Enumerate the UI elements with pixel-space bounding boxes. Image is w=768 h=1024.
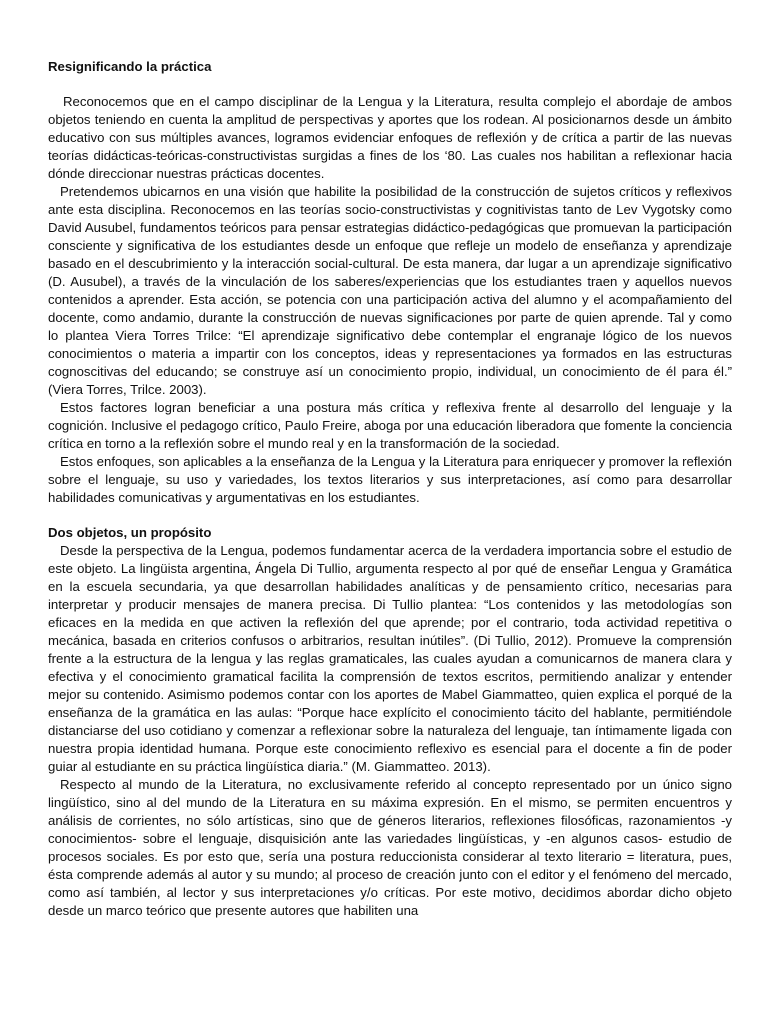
document-page [48, 58, 732, 920]
paragraph-respecto-al-mundo: Respecto al mundo de la Literatura, no exclusivamente referido al concepto representado por un único signo lingüístico, sino al del mundo de la Literatura en su máxima expresión. En el mismo, se permiten encuentros y análisis de corrientes, no sólo artísticas, sino que de géneros literarios, reflexiones filosóficas, razonamientos -y conocimientos- sobre el lenguaje, disquisición ante las variedades lingüísticas, y -en algunos casos- estudio de procesos sociales. Es por esto que, sería una postura reduccionista considerar al texto literario = literatura, pues, ésta comprende además al autor y su mundo; al proceso de creación junto con el editor y el fenómeno del mercado, como así también, al lector y sus interpretaciones y/o críticas. Por este motivo, decidimos abordar dicho objeto desde un marco teórico que presente autores que habiliten una [48, 777, 732, 918]
paragraph-estos-enfoques: Estos enfoques, son aplicables a la enseñanza de la Lengua y la Literatura para enriquecer y promover la reflexión sobre el lenguaje, su uso y variedades, los textos literarios y sus interpretaciones, así como para desarrollar habilidades comunicativas y argumentativas en los estudiantes. [48, 454, 732, 505]
paragraph-reconocemos: Reconocemos que en el campo disciplinar de la Lengua y la Literatura, resulta complejo el abordaje de ambos objetos teniendo en cuenta la amplitud de perspectivas y aportes que los rodean. Al posicionarnos desde un ámbito educativo con sus múltiples avances, logramos evidenciar enfoques de reflexión y de crítica a partir de las nuevas teorías didácticas-teóricas-constructivistas surgidas a fines de los ‘80. Las cuales nos habilitan a reflexionar hacia dónde direccionar nuestras prácticas docentes. [48, 94, 732, 181]
paragraph-desde-la-perspectiva: Desde la perspectiva de la Lengua, podemos fundamentar acerca de la verdadera importancia sobre el estudio de este objeto. La lingüista argentina, Ángela Di Tullio, argumenta respecto al por qué de enseñar Lengua y Gramática en la escuela secundaria, ya que desarrollan habilidades analíticas y de pensamiento crítico, necesarias para interpretar y producir mensajes de manera precisa. Di Tullio plantea: “Los contenidos y las metodologías son eficaces en la medida en que activen la reflexión del que aprende; por el contrario, toda actividad repetitiva o mecánica, basada en criterios confusos o arbitrarios, resultan inútiles”. (Di Tullio, 2012). Promueve la comprensión frente a la estructura de la lengua y las reglas gramaticales, las cuales ayudan a comunicarnos de manera clara y efectiva y el conocimiento gramatical facilita la comprensión de textos escritos, permitiendo analizar y entender mejor su contenido. Asimismo podemos contar con los aportes de Mabel Giammatteo, quien explica el porqué de la enseñanza de la gramática en las aulas: “Porque hace explícito el conocimiento tácito del hablante, permitiéndole distanciarse del uso cotidiano y comenzar a reflexionar sobre la naturaleza del lenguaje, tan íntimamente ligada con nuestra propia identidad humana. Porque este conocimiento reflexivo es esencial para el docente a fin de poder guiar al estudiante en su práctica lingüística diaria.” (M. Giammatteo. 2013). [48, 543, 732, 774]
paragraph-estos-factores: Estos factores logran beneficiar a una postura más crítica y reflexiva frente al desarrollo del lenguaje y la cognición. Inclusive el pedagogo crítico, Paulo Freire, aboga por una educación liberadora que fomente la conciencia crítica en torno a la reflexión sobre el mundo real y en la transformación de la sociedad. [48, 400, 732, 451]
section-heading-resignificando: Resignificando la práctica [48, 59, 212, 74]
paragraph-pretendemos: Pretendemos ubicarnos en una visión que habilite la posibilidad de la construcción de sujetos críticos y reflexivos ante esta disciplina. Reconocemos en las teorías socio-constructivistas y cognitivistas tanto de Lev Vygotsky como David Ausubel, fundamentos teóricos para pensar estrategias didáctico-pedagógicas que promuevan la participación consciente y significativa de los estudiantes desde un enfoque que refleje un modelo de enseñanza y aprendizaje basado en el descubrimiento y la interacción social-cultural. De esta manera, dar lugar a un aprendizaje significativo (D. Ausubel), a través de la vinculación de los saberes/experiencias que los estudiantes traen y aquellos nuevos contenidos a aprender. Esta acción, se potencia con una participación activa del alumno y el acompañamiento del docente, como andamio, durante la construcción de nuevas significaciones por parte de quien aprende. Tal y como lo plantea Viera Torres Trilce: “El aprendizaje significativo debe contemplar el engranaje lógico de los nuevos conocimientos o materia a impartir con los conceptos, ideas y representaciones ya formados en las estructuras cognoscitivas del educando; se construye así un conocimiento propio, individual, un conocimiento de él para él.” (Viera Torres, Trilce. 2003). [48, 184, 732, 397]
section-heading-dos-objetos: Dos objetos, un propósito [48, 525, 212, 540]
